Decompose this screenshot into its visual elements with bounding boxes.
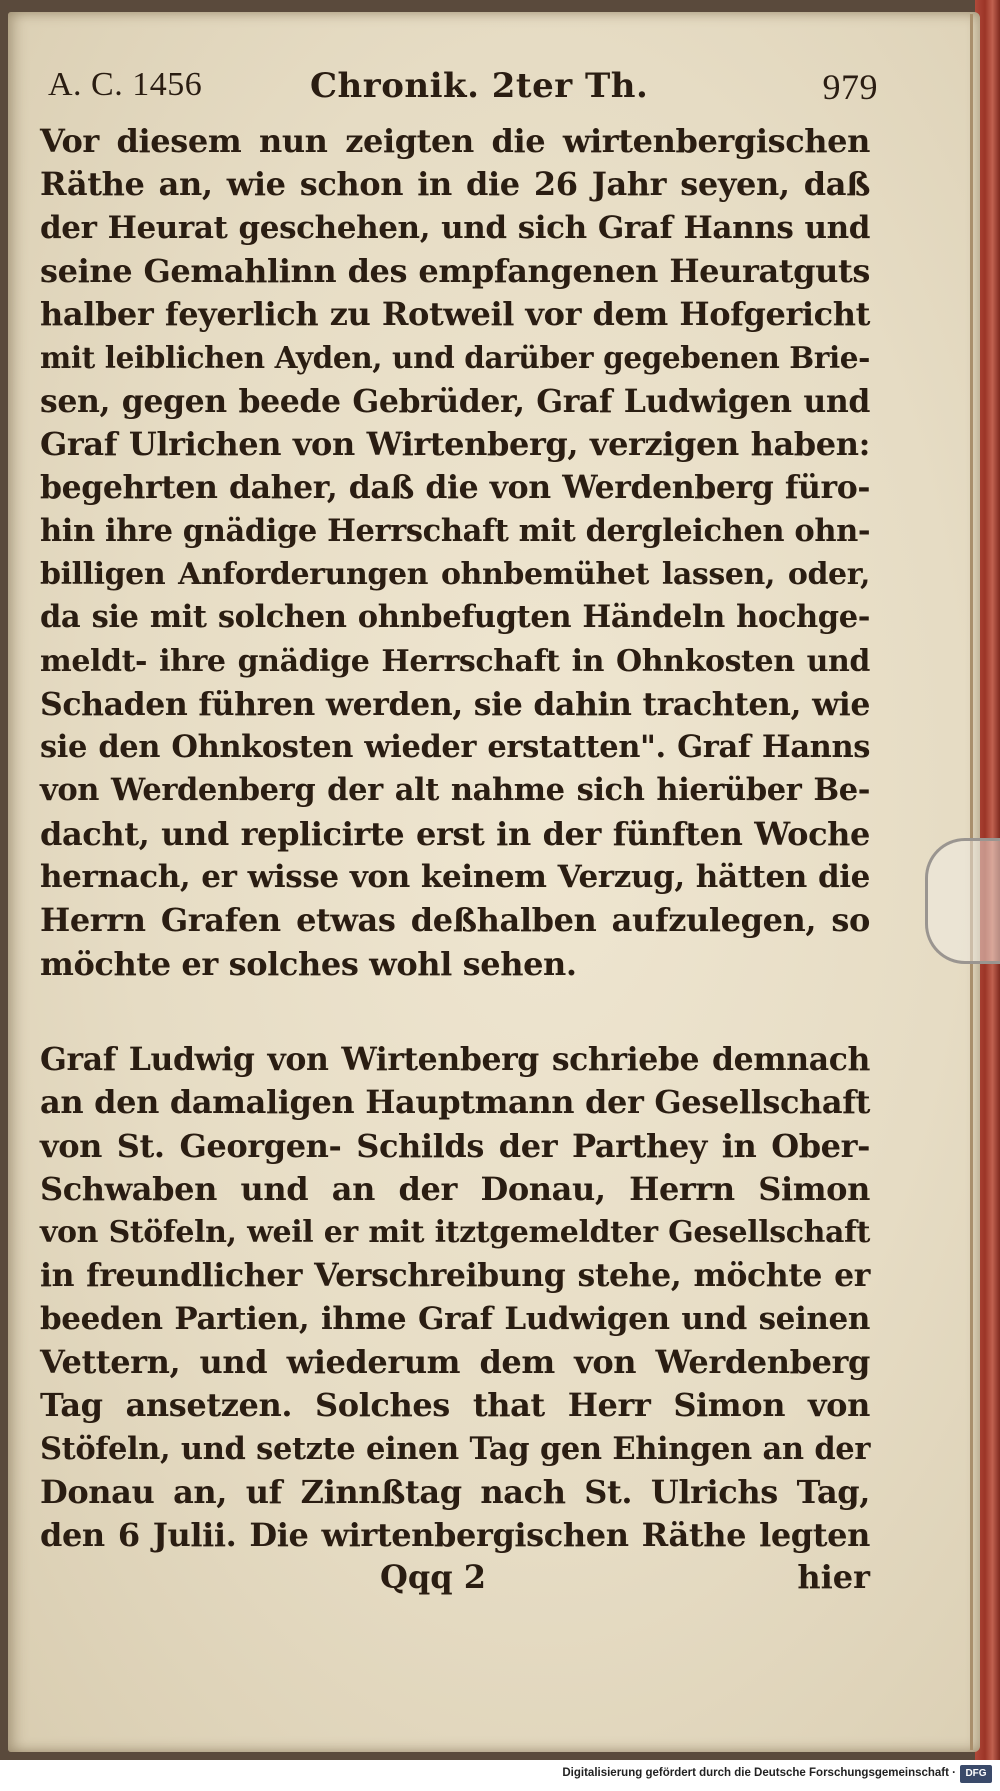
- text-line: halber feyerlich zu Rotweil vor dem Hofgericht: [40, 295, 870, 334]
- dfg-logo-icon: DFG: [960, 1765, 992, 1783]
- text-line: von Werdenberg der alt nahme sich hierüber Be-: [40, 772, 870, 809]
- text-line: Graf Ludwig von Wirtenberg schriebe demnach: [40, 1040, 870, 1078]
- signature-mark: Qqq 2: [380, 1557, 487, 1596]
- page-number: 979: [822, 67, 878, 107]
- text-line: Stöfeln, und setzte einen Tag gen Ehingen an der: [40, 1430, 870, 1467]
- header-title: Chronik. 2ter Th.: [310, 66, 649, 106]
- page-text-block: [40, 60, 878, 1602]
- text-line: begehrten daher, daß die von Werdenberg füro-: [40, 469, 870, 507]
- text-line: Vettern, und wiederum dem von Werdenberg: [40, 1343, 870, 1382]
- text-line: Räthe an, wie schon in die 26 Jahr seyen, daß: [40, 165, 870, 204]
- paragraph-1: [40, 120, 870, 986]
- text-line: an den damaligen Hauptmann der Gesellschaft: [40, 1083, 870, 1122]
- text-line: von St. Georgen- Schilds der Parthey in Ober-: [40, 1126, 870, 1165]
- text-line: Herrn Grafen etwas deßhalben aufzulegen, so: [40, 901, 870, 940]
- paragraph-2: [40, 1038, 870, 1558]
- header-year: A. C. 1456: [48, 66, 203, 103]
- text-line: mit leiblichen Ayden, und darüber gegebenen Brie-: [40, 340, 870, 376]
- catchword: hier: [797, 1557, 870, 1596]
- credit-bar: [0, 1760, 1000, 1791]
- text-line: Schwaben und an der Donau, Herrn Simon: [40, 1169, 870, 1208]
- text-line: Tag ansetzen. Solches that Herr Simon von: [40, 1386, 870, 1425]
- text-line: dacht, und replicirte erst in der fünften Woche: [40, 814, 870, 853]
- text-line: Schaden führen werden, sie dahin trachten, wie: [40, 685, 870, 723]
- paragraph-gap: [40, 986, 870, 1038]
- text-line: seine Gemahlinn des empfangenen Heuratguts: [40, 251, 870, 290]
- text-line: den 6 Julii. Die wirtenbergischen Räthe legten: [40, 1516, 870, 1555]
- text-line: sie den Ohnkosten wieder erstatten". Graf Hanns: [40, 729, 870, 766]
- text-line: meldt- ihre gnädige Herrschaft in Ohnkosten und: [40, 643, 870, 679]
- funding-credit: Digitalisierung gefördert durch die Deutsche Forschungsgemeinschaft ·: [562, 1767, 956, 1779]
- text-line: Vor diesem nun zeigten die wirtenbergischen: [40, 122, 870, 160]
- text-line: Graf Ulrichen von Wirtenberg, verzigen haben:: [40, 425, 870, 464]
- text-line: der Heurat geschehen, und sich Graf Hanns und: [40, 209, 870, 246]
- text-line: möchte er solches wohl sehen.: [40, 944, 577, 983]
- running-head: [40, 60, 878, 120]
- text-line: sen, gegen beede Gebrüder, Graf Ludwigen und: [40, 382, 870, 420]
- text-line: hin ihre gnädige Herrschaft mit dergleichen ohn-: [40, 512, 871, 549]
- text-line: Donau an, uf Zinnßtag nach St. Ulrichs Tag,: [40, 1472, 870, 1511]
- page-clip-icon: [925, 838, 1000, 964]
- text-line: in freundlicher Verschreibung stehe, möchte er: [40, 1257, 870, 1295]
- text-line: beeden Partien, ihme Graf Ludwigen und seinen: [40, 1300, 870, 1337]
- text-line: billigen Anforderungen ohnbemühet lassen, oder,: [40, 556, 870, 592]
- text-line: von Stöfeln, weil er mit itztgemeldter Gesellschaft: [40, 1215, 870, 1251]
- page-footer: [40, 1558, 870, 1602]
- text-line: da sie mit solchen ohnbefugten Händeln hochge-: [40, 599, 870, 636]
- text-line: hernach, er wisse von keinem Verzug, hätten die: [40, 859, 870, 896]
